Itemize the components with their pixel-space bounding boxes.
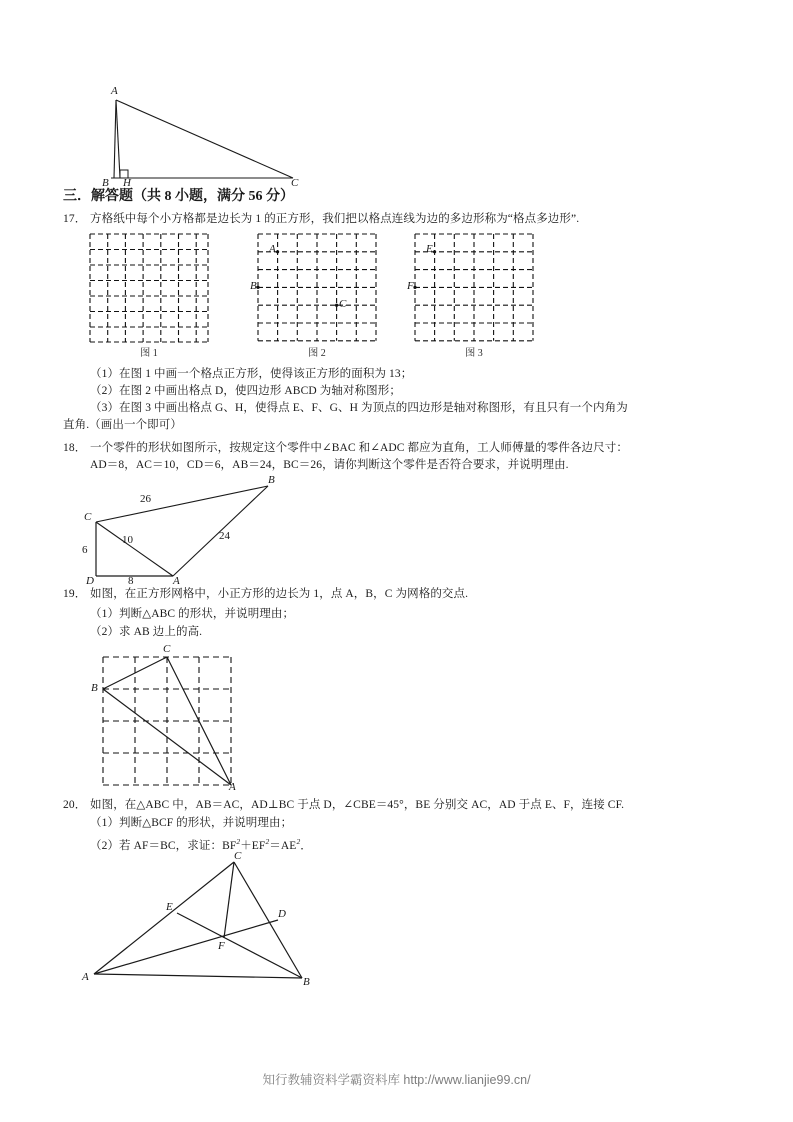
p19-vertex-C: C bbox=[163, 643, 171, 655]
figure-3-point-F: F bbox=[407, 280, 414, 292]
p18-vertex-D: D bbox=[86, 575, 94, 587]
p20-vertex-F: F bbox=[218, 940, 225, 952]
p18-edge-CD-length: 6 bbox=[82, 544, 88, 556]
problem-17-figure-3-caption: 图 3 bbox=[465, 348, 483, 359]
p18-vertex-B: B bbox=[268, 474, 275, 486]
p18-edge-AB-length: 24 bbox=[219, 530, 230, 542]
problem-17-figure-3 bbox=[407, 232, 535, 344]
p20-sup-1: 2 bbox=[236, 837, 241, 846]
p20-sup-2: 2 bbox=[265, 837, 270, 846]
problem-17-figure-1-caption: 图 1 bbox=[140, 348, 158, 359]
problem-20-figure bbox=[82, 850, 332, 990]
p20-sub2-part1: （2）若 AF＝BC，求证：BF bbox=[90, 839, 237, 852]
problem-17-sub-3-cont: 直角.（画出一个即可） bbox=[63, 419, 182, 431]
problem-17-figure-2 bbox=[250, 232, 378, 344]
problem-20-number: 20． bbox=[63, 799, 87, 811]
p20-vertex-A: A bbox=[82, 971, 89, 983]
problem-19-stem: 如图，在正方形网格中，小正方形的边长为 1，点 A，B，C 为网格的交点. bbox=[90, 588, 469, 600]
p20-vertex-E: E bbox=[166, 901, 173, 913]
problem-18-stem: 一个零件的形状如图所示，按规定这个零件中∠BAC 和∠ADC 都应为直角，工人师傅量的零件各边尺寸： bbox=[90, 442, 628, 454]
p18-vertex-A: A bbox=[173, 575, 180, 587]
p20-vertex-C: C bbox=[234, 850, 242, 862]
p18-edge-CB-length: 26 bbox=[140, 493, 151, 505]
p20-vertex-B: B bbox=[303, 976, 310, 988]
top-right-triangle-figure bbox=[78, 82, 348, 190]
p19-vertex-A: A bbox=[229, 781, 236, 793]
figure-2-point-B: B bbox=[250, 280, 257, 292]
p19-vertex-B: B bbox=[91, 682, 98, 694]
problem-17-figure-2-caption: 图 2 bbox=[308, 348, 326, 359]
figure-2-point-A: A bbox=[269, 243, 276, 255]
p18-vertex-C: C bbox=[84, 511, 92, 523]
problem-17-number: 17． bbox=[63, 213, 87, 225]
problem-17-stem: 方格纸中每个小方格都是边长为 1 的正方形，我们把以格点连线为边的多边形称为“格点多边形”. bbox=[90, 213, 580, 225]
p18-edge-CA-length: 10 bbox=[122, 534, 133, 546]
problem-17-figure-1 bbox=[88, 232, 210, 344]
top-figure-label-A: A bbox=[111, 85, 118, 97]
problem-18-figure bbox=[78, 472, 298, 592]
problem-19-number: 19． bbox=[63, 588, 87, 600]
p20-sup-3: 2 bbox=[296, 837, 301, 846]
problem-20-stem: 如图，在△ABC 中，AB＝AC，AD⊥BC 于点 D，∠CBE＝45°，BE 分别交 AC，AD 于点 E、F，连接 CF. bbox=[90, 799, 625, 811]
p20-vertex-D: D bbox=[278, 908, 286, 920]
p20-sub2-part3: ＝AE bbox=[269, 839, 297, 852]
problem-19-sub-1: （1）判断△ABC 的形状，并说明理由； bbox=[90, 608, 295, 620]
top-figure-label-B: B bbox=[102, 177, 109, 189]
problem-18-number: 18． bbox=[63, 442, 87, 454]
section-heading: 三．解答题（共 8 小题，满分 56 分） bbox=[63, 189, 294, 204]
footer-watermark: 知行教辅资料学霸资料库 http://www.lianjie99.cn/ bbox=[262, 1073, 531, 1087]
top-figure-label-C: C bbox=[291, 177, 299, 189]
problem-18-stem-line2: AD＝8，AC＝10，CD＝6，AB＝24，BC＝26，请你判断这个零件是否符合要求，并说明理由. bbox=[90, 459, 569, 471]
problem-17-sub-1: （1）在图 1 中画一个格点正方形，使得该正方形的面积为 13； bbox=[90, 368, 413, 380]
problem-17-sub-2: （2）在图 2 中画出格点 D，使四边形 ABCD 为轴对称图形； bbox=[90, 385, 401, 397]
p18-edge-DA-length: 8 bbox=[128, 575, 134, 587]
top-figure-label-H: H bbox=[123, 177, 131, 189]
figure-3-point-E: E bbox=[426, 243, 433, 255]
figure-2-point-C: C bbox=[339, 298, 347, 310]
problem-17-sub-3: （3）在图 3 中画出格点 G、H，使得点 E、F、G、H 为顶点的四边形是轴对称图形，有且只有一个内角为 bbox=[90, 402, 628, 414]
p20-sub2-period: ． bbox=[300, 839, 312, 852]
p20-sub2-part2: ＋EF bbox=[240, 839, 266, 852]
problem-19-figure bbox=[91, 643, 240, 793]
problem-19-sub-2: （2）求 AB 边上的高. bbox=[90, 626, 203, 638]
problem-20-sub-1: （1）判断△BCF 的形状，并说明理由； bbox=[90, 817, 293, 829]
